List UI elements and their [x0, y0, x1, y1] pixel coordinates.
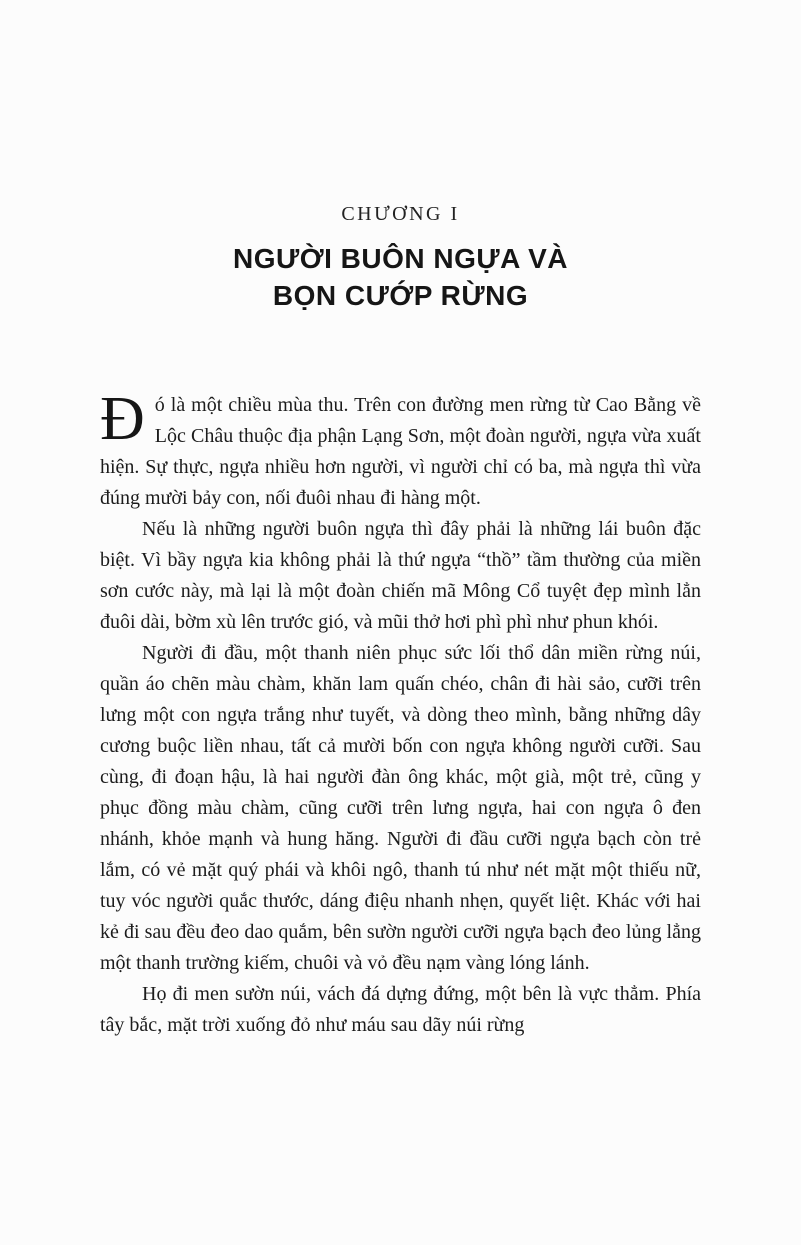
chapter-label: CHƯƠNG I: [341, 203, 460, 225]
paragraph: Người đi đầu, một thanh niên phục sức lối thổ dân miền rừng núi, quần áo chẽn màu chàm, khăn lam quấn chéo, chân đi hài sảo, cưỡi trên lưng một con ngựa trắng như tuyết, và dòng theo mình, bằng những dây cương buộc liền nhau, tất cả mười bốn con ngựa không người cưỡi. Sau cùng, đi đoạn hậu, là hai người đàn ông khác, một già, một trẻ, cũng y phục đồng màu chàm, cũng cưỡi trên lưng ngựa, hai con ngựa ô đen nhánh, khỏe mạnh và hung hăng. Người đi đầu cưỡi ngựa bạch còn trẻ lắm, có vẻ mặt quý phái và khôi ngô, thanh tú như nét mặt một thiếu nữ, tuy vóc người quắc thước, dáng điệu nhanh nhẹn, quyết liệt. Khác với hai kẻ đi sau đều đeo dao quắm, bên sườn người cưỡi ngựa bạch đeo lủng lẳng một thanh trường kiếm, chuôi và vỏ đều nạm vàng lóng lánh.: [100, 642, 701, 974]
dropcap-letter: Đ: [100, 385, 145, 453]
body-text: [100, 385, 701, 1041]
page-content: [100, 203, 701, 1041]
chapter-title-line-2: BỌN CƯỚP RỪNG: [272, 280, 529, 311]
paragraph-opening-text: ó là một chiều mùa thu. Trên con đường men rừng từ Cao Bằng về Lộc Châu thuộc địa phận Lạng Sơn, một đoàn người, ngựa vừa xuất hiện. Sự thực, ngựa nhiều hơn người, vì người chỉ có ba, mà ngựa thì vừa đúng mười bảy con, nối đuôi nhau đi hàng một.: [100, 394, 701, 509]
paragraph-opening: [100, 385, 701, 514]
paragraph: Nếu là những người buôn ngựa thì đây phải là những lái buôn đặc biệt. Vì bầy ngựa kia không phải là thứ ngựa “thồ” tầm thường của miền sơn cước này, mà lại là một đoàn chiến mã Mông Cổ tuyệt đẹp mình lẳn đuôi dài, bờm xù lên trước gió, và mũi thở hơi phì phì như phun khói.: [100, 518, 701, 633]
paragraph: Họ đi men sườn núi, vách đá dựng đứng, một bên là vực thẳm. Phía tây bắc, mặt trời xuống đỏ như máu sau dãy núi rừng: [100, 983, 701, 1036]
chapter-title-line-1: NGƯỜI BUÔN NGỰA VÀ: [233, 243, 568, 274]
chapter-title: [100, 240, 701, 314]
